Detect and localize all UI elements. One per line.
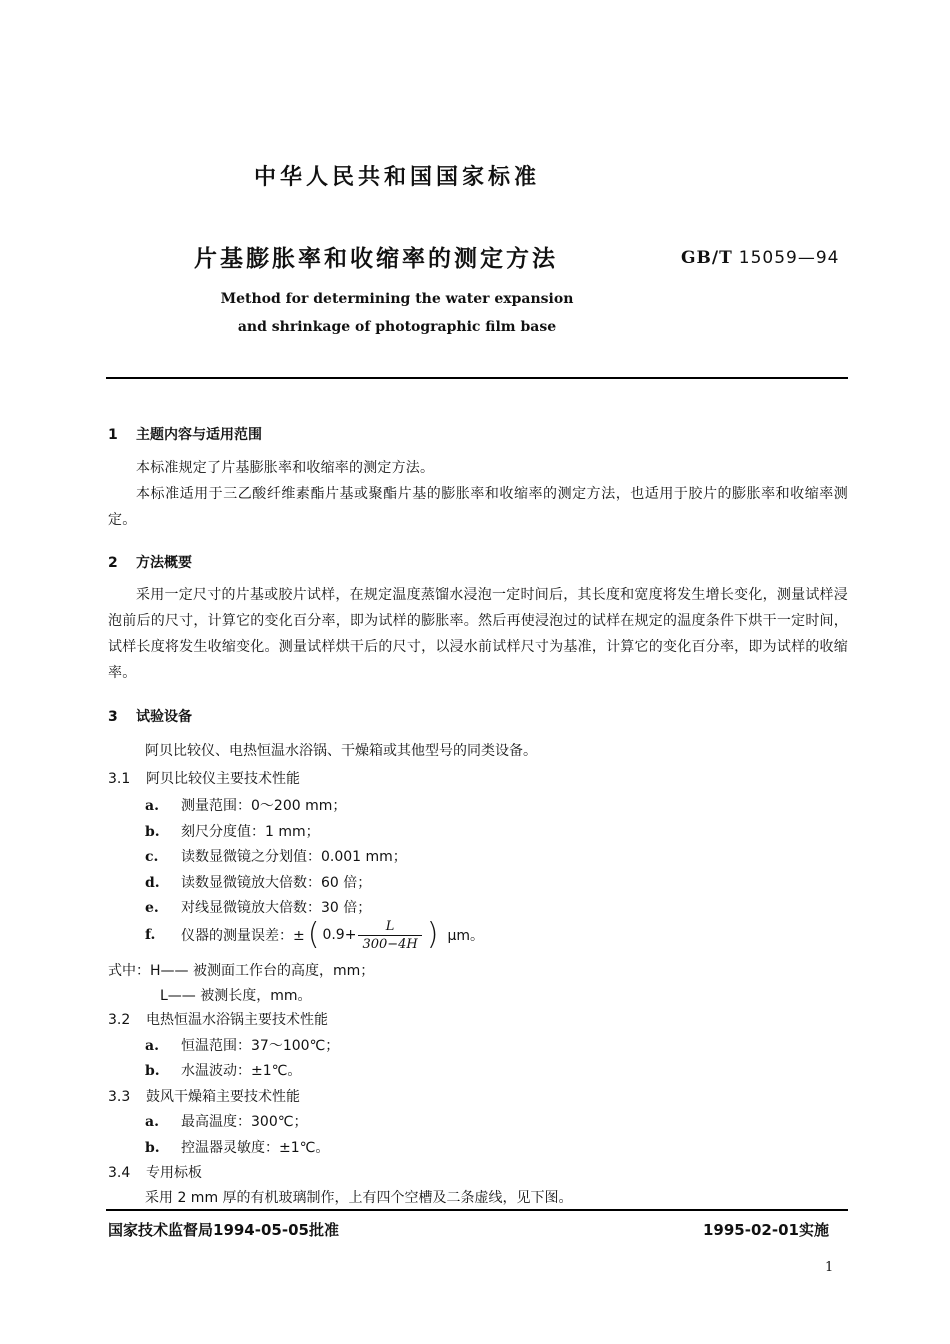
subsection-title: 阿贝比较仪主要技术性能: [146, 771, 300, 787]
bottom-divider: [106, 1209, 848, 1211]
standard-title-zh: 片基膨胀率和收缩率的测定方法: [194, 246, 558, 272]
list-item-letter: f.: [145, 927, 156, 943]
measurement-error-formula: [145, 916, 484, 954]
effective-date: 1995-02-01实施: [703, 1221, 829, 1239]
standard-code-prefix: GB/T: [681, 248, 733, 268]
formula-legend-h-text: H—— 被测面工作台的高度，mm；: [150, 963, 375, 979]
section-2-paragraph: 采用一定尺寸的片基或胶片试样，在规定温度蒸馏水浸泡一定时间后，其长度和宽度将发生增长变化，测量试样浸泡前后的尺寸，计算它的变化百分率，即为试样的膨胀率。然后再使浸泡过的试样在规定的温度条件下烘干一定时间，试样长度将发生收缩变化。测量试样烘干后的尺寸，以浸水前试样尺寸为基准，计算它的变化百分率，即为试样的收缩率。: [108, 587, 848, 681]
section-title: 方法概要: [136, 555, 192, 571]
list-item: [145, 1060, 301, 1080]
formula-legend-prefix: 式中：: [108, 963, 150, 979]
formula-legend-l: L—— 被测长度，mm。: [160, 988, 312, 1004]
top-divider: [106, 377, 848, 379]
standard-code: [681, 248, 839, 268]
standard-title-en-line1: Method for determining the water expansion: [220, 291, 574, 307]
list-item-text: 对线显微镜放大倍数：30 倍；: [181, 900, 372, 916]
subsection-3-4-paragraph: 采用 2 mm 厚的有机玻璃制作，上有四个空槽及二条虚线，见下图。: [145, 1190, 573, 1206]
subsection-3-1-heading: [108, 768, 300, 788]
subsection-title: 电热恒温水浴锅主要技术性能: [146, 1012, 328, 1028]
list-item: [145, 821, 320, 841]
subsection-number: 3.2: [108, 1012, 131, 1028]
list-item-text: 读数显微镜放大倍数：60 倍；: [181, 875, 372, 891]
standard-code-number: 15059—94: [738, 248, 840, 268]
subsection-number: 3.1: [108, 771, 131, 787]
list-item-text: 刻尺分度值：1 mm；: [181, 824, 320, 840]
list-item: [145, 1137, 329, 1157]
section-number: 2: [108, 555, 118, 571]
section-2-heading: [108, 552, 192, 572]
section-title: 主题内容与适用范围: [136, 427, 262, 443]
section-number: 3: [108, 709, 118, 725]
list-item: [145, 795, 346, 815]
list-item-letter: e.: [145, 900, 159, 916]
list-item-letter: b.: [145, 824, 160, 840]
list-item-text: 最高温度：300℃；: [181, 1114, 308, 1130]
section-number: 1: [108, 427, 118, 443]
formula-prefix: 仪器的测量误差：±: [181, 928, 305, 944]
list-item: [145, 872, 371, 892]
formula-close-paren: ): [426, 917, 439, 952]
list-item-text: 恒温范围：37～100℃；: [181, 1038, 340, 1054]
standard-title-en-line2: and shrinkage of photographic film base: [237, 319, 557, 335]
list-item-letter: a.: [145, 798, 159, 814]
subsection-number: 3.4: [108, 1165, 131, 1181]
formula-denominator: 300−4H: [358, 935, 421, 952]
subsection-number: 3.3: [108, 1089, 131, 1105]
formula-open-paren: (: [307, 917, 320, 952]
list-item: [145, 846, 407, 866]
formula-fraction: [358, 919, 421, 952]
section-1-heading: [108, 424, 262, 444]
list-item-letter: a.: [145, 1114, 159, 1130]
list-item-letter: d.: [145, 875, 160, 891]
list-item-text: 水温波动：±1℃。: [181, 1063, 302, 1079]
formula-numerator: L: [385, 918, 395, 934]
list-item-text: 读数显微镜之分划值：0.001 mm；: [181, 849, 407, 865]
list-item-text: 测量范围：0～200 mm；: [181, 798, 347, 814]
section-3-heading: [108, 706, 192, 726]
approval-date: 国家技术监督局1994-05-05批准: [108, 1221, 339, 1239]
subsection-3-2-heading: [108, 1009, 328, 1029]
subsection-title: 专用标板: [146, 1165, 202, 1181]
list-item: [145, 1111, 307, 1131]
list-item-letter: b.: [145, 1140, 160, 1156]
page-number: 1: [825, 1260, 834, 1275]
section-1-paragraph-1: 本标准规定了片基膨胀率和收缩率的测定方法。: [136, 460, 435, 476]
list-item-letter: b.: [145, 1063, 160, 1079]
section-1-paragraph-2: 本标准适用于三乙酸纤维素酯片基或聚酯片基的膨胀率和收缩率的测定方法，也适用于胶片的膨胀率和收缩率测定。: [108, 486, 848, 528]
subsection-3-4-heading: [108, 1162, 202, 1182]
list-item-text: 控温器灵敏度：±1℃。: [181, 1140, 330, 1156]
subsection-3-3-heading: [108, 1086, 300, 1106]
document-header: 中华人民共和国国家标准: [253, 165, 540, 190]
subsection-title: 鼓风干燥箱主要技术性能: [146, 1089, 300, 1105]
section-3-paragraph: 阿贝比较仪、电热恒温水浴锅、干燥箱或其他型号的同类设备。: [145, 743, 537, 759]
list-item-letter: a.: [145, 1038, 159, 1054]
list-item: [145, 1035, 339, 1055]
list-item-letter: c.: [145, 849, 159, 865]
list-item: [145, 897, 371, 917]
formula-unit: μm。: [447, 928, 485, 944]
formula-constant: 0.9+: [322, 927, 357, 943]
section-title: 试验设备: [136, 709, 192, 725]
formula-legend-h: [108, 960, 374, 980]
